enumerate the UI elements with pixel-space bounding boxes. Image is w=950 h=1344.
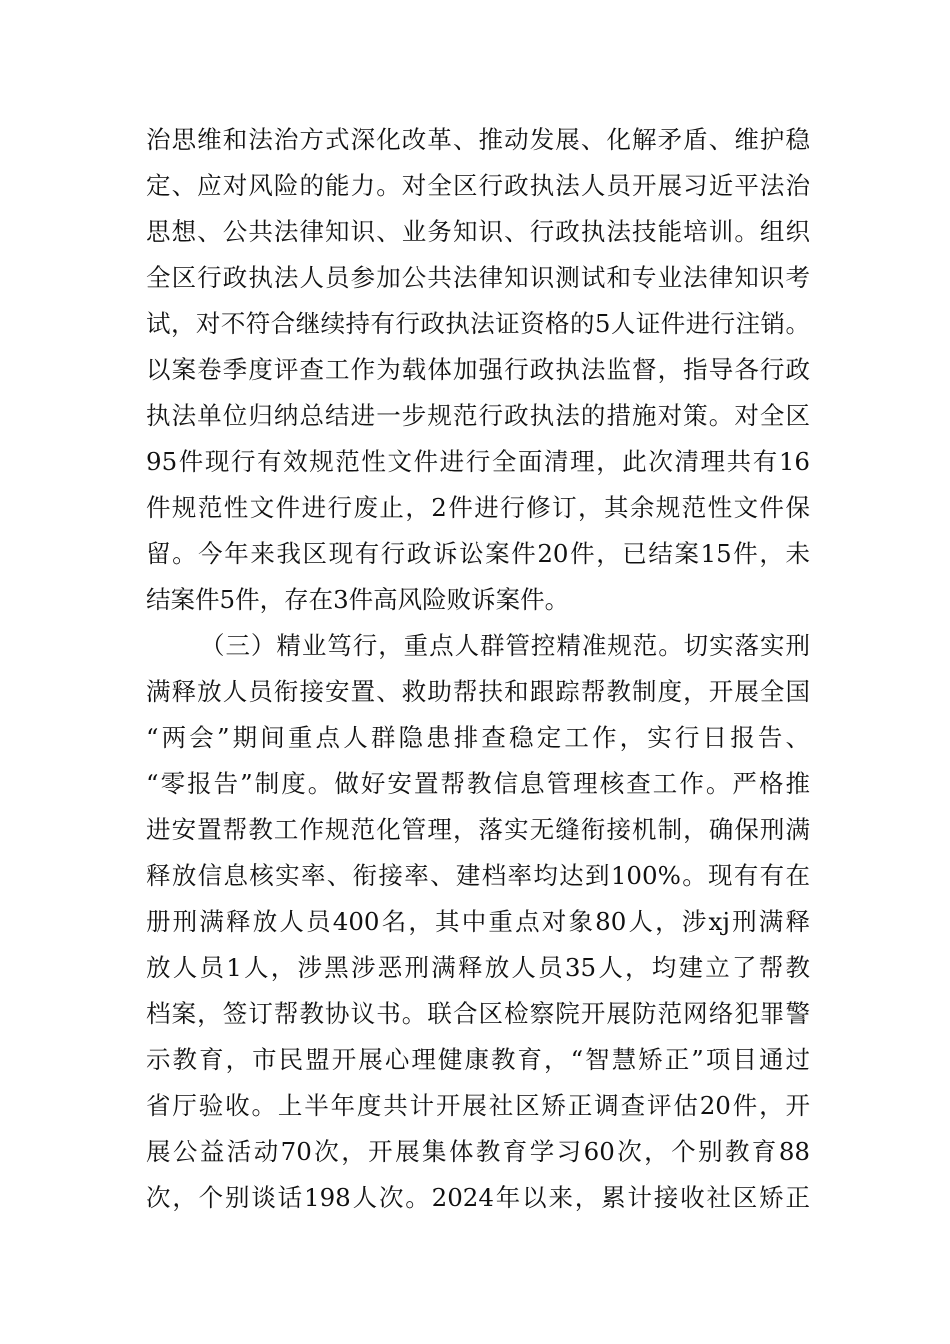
text-line: 放人员1人，涉黑涉恶刑满释放人员35人，均建立了帮教: [146, 953, 810, 982]
text-line: “零报告”制度。做好安置帮教信息管理核查工作。严格推: [146, 769, 810, 798]
text-line: 结案件5件，存在3件高风险败诉案件。: [146, 585, 570, 614]
text-line: 定、应对风险的能力。对全区行政执法人员开展习近平法治: [146, 171, 810, 200]
text-line: 示教育，市民盟开展心理健康教育，“智慧矫正”项目通过: [146, 1045, 810, 1074]
text-line: “两会”期间重点人群隐患排查稳定工作，实行日报告、: [146, 723, 810, 752]
text-line: 95件现行有效规范性文件进行全面清理，此次清理共有16: [146, 447, 810, 476]
section-heading-line: （三）精业笃行，重点人群管控精准规范。切实落实刑: [200, 631, 810, 660]
text-line: 件规范性文件进行废止，2件进行修订，其余规范性文件保: [146, 493, 810, 522]
text-line: 省厅验收。上半年度共计开展社区矫正调查评估20件，开: [146, 1091, 810, 1120]
text-line: 满释放人员衔接安置、救助帮扶和跟踪帮教制度，开展全国: [146, 677, 810, 706]
text-line: 思想、公共法律知识、业务知识、行政执法技能培训。组织: [146, 217, 810, 246]
text-line: 册刑满释放人员400名，其中重点对象80人，涉xj刑满释: [146, 907, 810, 936]
text-line: 以案卷季度评查工作为载体加强行政执法监督，指导各行政: [146, 355, 810, 384]
text-line: 次，个别谈话198人次。2024年以来，累计接收社区矫正: [146, 1183, 810, 1212]
text-line: 释放信息核实率、衔接率、建档率均达到100%。现有有在: [146, 861, 810, 890]
text-line: 试，对不符合继续持有行政执法证资格的5人证件进行注销。: [146, 309, 810, 338]
text-line: 展公益活动70次，开展集体教育学习60次，个别教育88: [146, 1137, 810, 1166]
text-line: 治思维和法治方式深化改革、推动发展、化解矛盾、维护稳: [146, 125, 810, 154]
text-line: 进安置帮教工作规范化管理，落实无缝衔接机制，确保刑满: [146, 815, 810, 844]
text-line: 全区行政执法人员参加公共法律知识测试和专业法律知识考: [146, 263, 810, 292]
text-line: 留。今年来我区现有行政诉讼案件20件，已结案15件，未: [146, 539, 810, 568]
text-line: 档案，签订帮教协议书。联合区检察院开展防范网络犯罪警: [146, 999, 810, 1028]
text-line: 执法单位归纳总结进一步规范行政执法的措施对策。对全区: [146, 401, 810, 430]
